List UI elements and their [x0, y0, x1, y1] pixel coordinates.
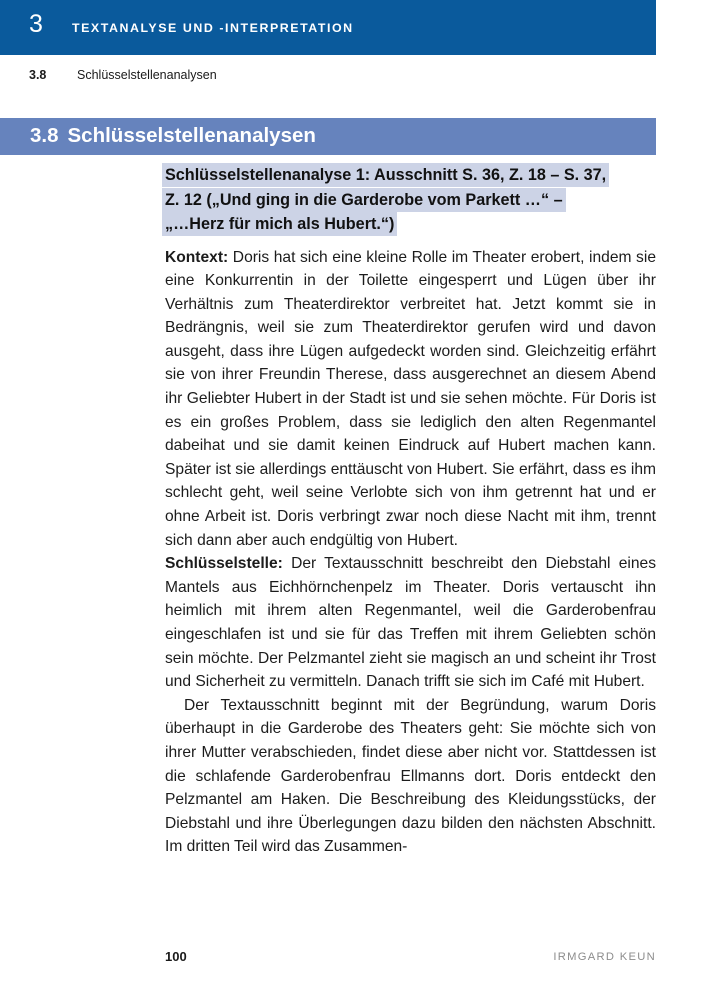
- running-head-number: 3.8: [29, 68, 47, 82]
- analysis-title-line-2: Z. 12 („Und ging in die Garderobe vom Parkett …“ –: [165, 190, 563, 209]
- footer-page-number: 100: [165, 949, 187, 964]
- analysis-title-line-1: Schlüsselstellenanalyse 1: Ausschnitt S. 36, Z. 18 – S. 37,: [165, 166, 607, 184]
- chapter-header-band: [0, 0, 656, 55]
- analysis-title-line-3: „…Herz für mich als Hubert.“): [165, 215, 395, 233]
- paragraph-kontext: [165, 246, 656, 553]
- chapter-number: 3: [29, 10, 43, 38]
- section-heading: [30, 126, 316, 147]
- section-number: 3.8: [30, 124, 59, 147]
- chapter-title: TEXTANALYSE UND -INTERPRETATION: [72, 21, 354, 35]
- footer-author: IRMGARD KEUN: [553, 951, 656, 963]
- paragraph-lead-schluesselstelle: Schlüsselstelle:: [165, 555, 283, 573]
- paragraph-schluesselstelle: [165, 552, 656, 694]
- paragraph-text-kontext: Doris hat sich eine kleine Rolle im Theater erobert, indem sie eine Konkurrentin in der Toilette eingesperrt und Lügen über ihr Verhältnis zum Theaterdirektor verbreitet hat. Jetzt kommt sie in Bedrängnis, weil sie zum Theaterdirektor gerufen wird und davon ausgeht, dass ihre Lügen aufgedeckt worden sind. Gleichzeitig erfährt sie von ihrer Freundin Therese, dass ausgerechnet an diesem Abend ihr Geliebter Hubert in der Stadt ist und sie sehen möchte. Für Doris ist es ein großes Problem, dass sie lediglich den alten Regenmantel dabeihat und sie damit keinen Eindruck auf Hubert machen kann. Später ist sie allerdings enttäuscht von Hubert. Sie erfährt, dass es ihm schlecht geht, weil seine Verlobte sich von ihm getrennt hat und er ohne Arbeit ist. Doris verbringt zwar noch diese Nacht mit ihm, trennt sich dann aber auch endgültig von Hubert.: [165, 248, 656, 549]
- paragraph-lead-kontext: Kontext:: [165, 248, 229, 266]
- analysis-title-highlight: [165, 163, 656, 237]
- paragraph-text-schluesselstelle: Der Textausschnitt beschreibt den Diebstahl eines Mantels aus Eichhörnchenpelz im Theater. Doris vertauscht ihn heimlich mit ihrem alten Regenmantel, weil die Garderobenfrau eingeschlafen ist und sie für das Treffen mit ihrem Geliebten schön sein möchte. Der Pelzmantel zieht sie magisch an und scheint ihr Trost und Sicherheit zu vermitteln. Danach trifft sie sich im Café mit Hubert.: [165, 555, 656, 691]
- content-column: [165, 163, 656, 859]
- running-head: [29, 69, 217, 82]
- paragraph-text-textausschnitt: Der Textausschnitt beginnt mit der Begründung, warum Doris überhaupt in die Garderobe des Theaters geht: Sie möchte sich von ihrer Mutter verabschieden, findet diese aber nicht vor. Stattdessen ist die schlafende Garderobenfrau Ellmanns dort. Doris entdeckt den Pelzmantel am Haken. Die Beschreibung des Kleidungsstücks, der Diebstahl und ihre Überlegungen dazu bilden den nächsten Abschnitt. Im dritten Teil wird das Zusammen-: [165, 696, 656, 856]
- section-title: Schlüsselstellenanalysen: [67, 124, 316, 147]
- paragraph-textausschnitt: [165, 694, 656, 859]
- section-heading-bar: [0, 118, 656, 155]
- running-head-label: Schlüsselstellenanalysen: [77, 68, 217, 82]
